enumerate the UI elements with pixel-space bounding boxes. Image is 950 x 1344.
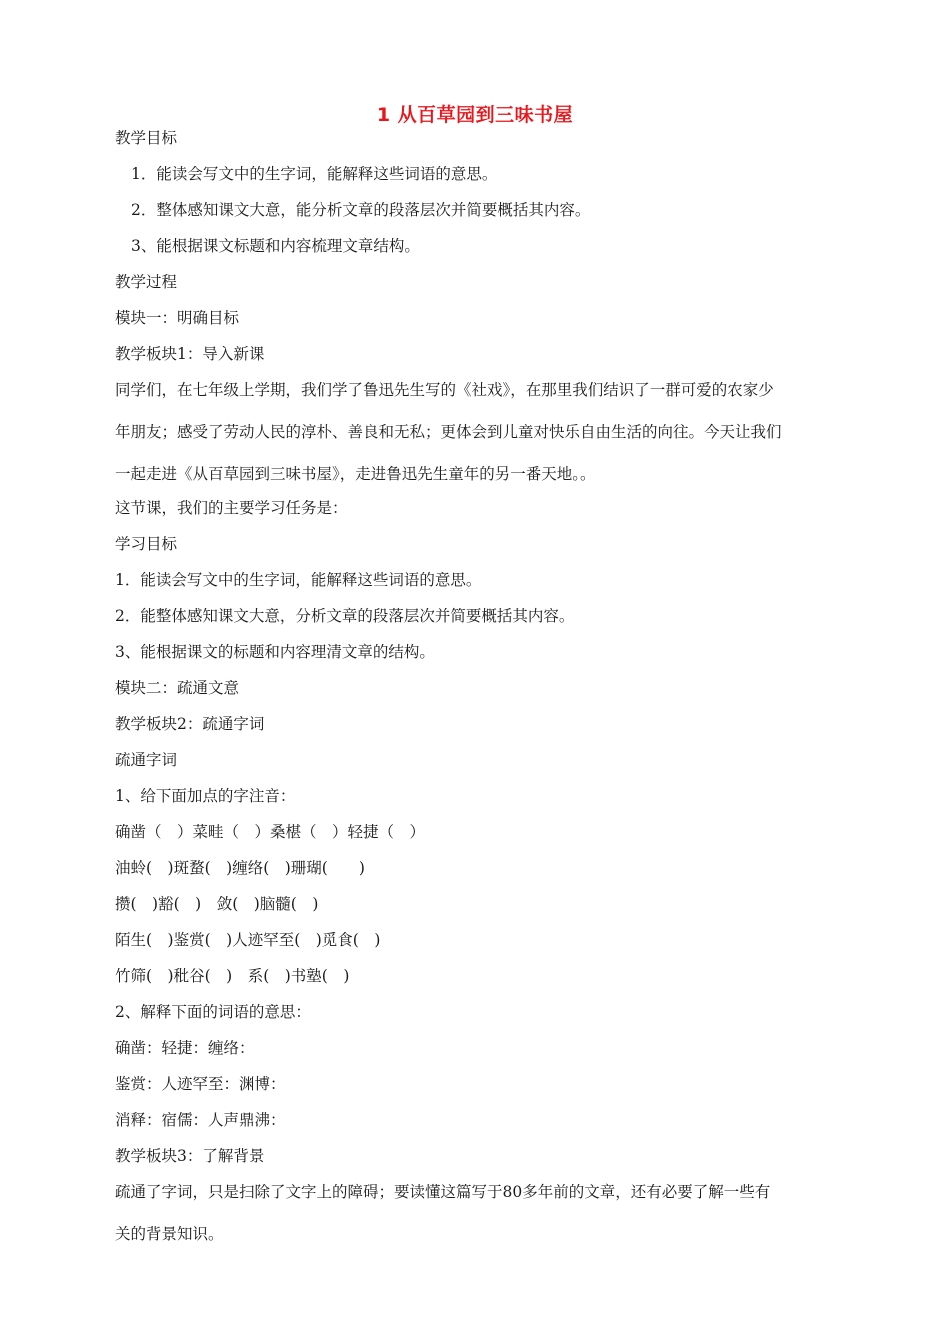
pinyin-row-2: 油蛉( )斑蝥( )缠络( )珊瑚( ) bbox=[115, 859, 365, 877]
background-paragraph-line-2: 关的背景知识。 bbox=[115, 1225, 224, 1243]
block-two-heading: 教学板块2：疏通字词 bbox=[115, 715, 265, 733]
learning-objective-2: 2．能整体感知课文大意，分析文章的段落层次并简要概括其内容。 bbox=[115, 607, 575, 625]
intro-paragraph-line-1: 同学们，在七年级上学期，我们学了鲁迅先生写的《社戏》，在那里我们结识了一群可爱的农家少 bbox=[115, 381, 774, 399]
objective-item-2: 2．整体感知课文大意，能分析文章的段落层次并简要概括其内容。 bbox=[131, 201, 591, 219]
meaning-exercise-heading: 2、解释下面的词语的意思： bbox=[115, 1003, 311, 1021]
pinyin-exercise-heading: 1、给下面加点的字注音： bbox=[115, 787, 296, 805]
block-one-heading: 教学板块1：导入新课 bbox=[115, 345, 265, 363]
pinyin-row-4: 陌生( )鉴赏( )人迹罕至( )觅食( ) bbox=[115, 931, 381, 949]
task-intro: 这节课，我们的主要学习任务是： bbox=[115, 499, 348, 517]
learning-objective-3: 3、能根据课文的标题和内容理清文章的结构。 bbox=[115, 643, 435, 661]
objective-item-1: 1．能读会写文中的生字词，能解释这些词语的意思。 bbox=[131, 165, 498, 183]
background-paragraph-line-1: 疏通了字词，只是扫除了文字上的障碍；要读懂这篇写于80多年前的文章，还有必要了解一些有 bbox=[115, 1183, 771, 1201]
heading-learning-objectives: 学习目标 bbox=[115, 535, 178, 553]
pinyin-row-1: 确凿（ ）菜畦（ ）桑椹（ ）轻捷（ ） bbox=[115, 823, 426, 841]
meaning-row-3: 消释：宿儒：人声鼎沸： bbox=[115, 1111, 286, 1129]
block-three-heading: 教学板块3：了解背景 bbox=[115, 1147, 265, 1165]
heading-teaching-process: 教学过程 bbox=[115, 273, 178, 291]
learning-objective-1: 1．能读会写文中的生字词，能解释这些词语的意思。 bbox=[115, 571, 482, 589]
intro-paragraph-line-3: 一起走进《从百草园到三味书屋》，走进鲁迅先生童年的另一番天地。。 bbox=[115, 465, 596, 483]
module-one-heading: 模块一：明确目标 bbox=[115, 309, 240, 327]
intro-paragraph-line-2: 年朋友；感受了劳动人民的淳朴、善良和无私；更体会到儿童对快乐自由生活的向往。今天让我们 bbox=[115, 423, 782, 441]
meaning-row-2: 鉴赏：人迹罕至：渊博： bbox=[115, 1075, 286, 1093]
document-title: 1 从百草园到三味书屋 bbox=[376, 104, 574, 126]
heading-teaching-objectives: 教学目标 bbox=[115, 129, 178, 147]
module-two-heading: 模块二：疏通文意 bbox=[115, 679, 240, 697]
objective-item-3: 3、能根据课文标题和内容梳理文章结构。 bbox=[131, 237, 420, 255]
pinyin-row-3: 攒( )豁( ) 敛( )脑髓( ) bbox=[115, 895, 319, 913]
meaning-row-1: 确凿：轻捷：缠络： bbox=[115, 1039, 255, 1057]
vocab-heading: 疏通字词 bbox=[115, 751, 178, 769]
pinyin-row-5: 竹筛( )秕谷( ) 系( )书塾( ) bbox=[115, 967, 350, 985]
